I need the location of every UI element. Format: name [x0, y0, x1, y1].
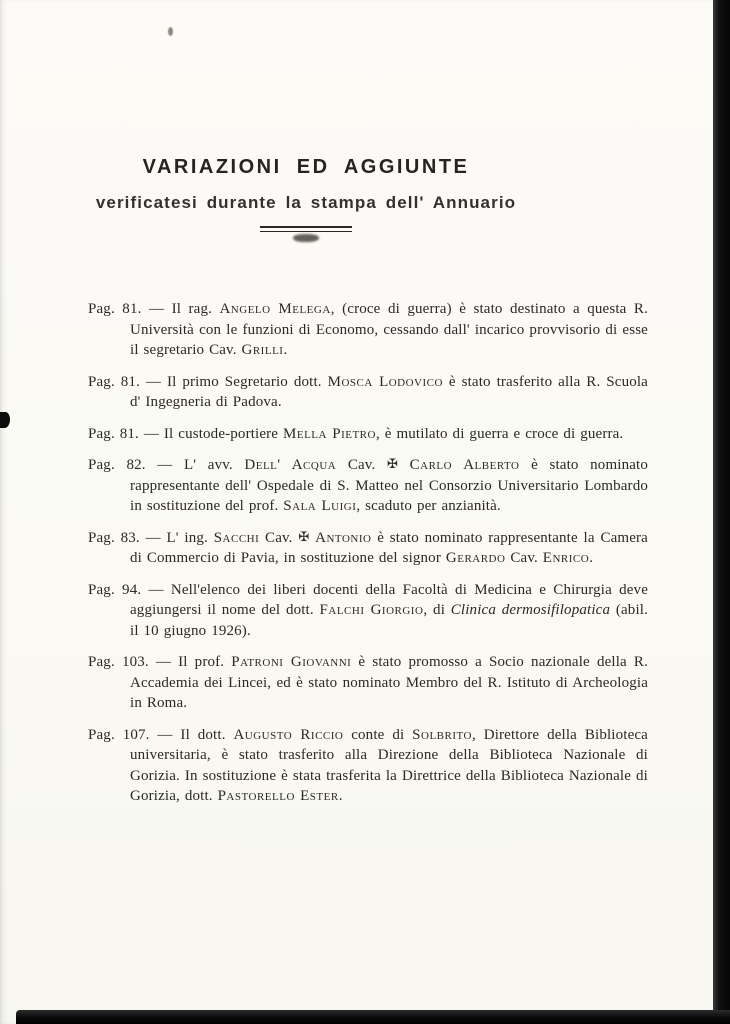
text-segment: Carlo Alberto: [409, 457, 520, 473]
text-segment: , scaduto per anzianità.: [356, 498, 501, 514]
text-segment: Pag. 82. — L' avv.: [88, 457, 245, 473]
divider-rule: [260, 226, 352, 232]
text-segment: Mella Pietro: [283, 425, 376, 442]
scan-artifact-top-speck: [168, 27, 173, 36]
page-title: VARIAZIONI ED AGGIUNTE: [142, 156, 470, 178]
text-segment: Antonio: [315, 529, 372, 546]
text-segment: Gerardo: [445, 550, 506, 566]
page-subtitle: verificatesi durante la stampa dell' Annuario: [95, 193, 517, 212]
text-segment: .: [283, 342, 288, 358]
scan-artifact-right-bar: [713, 0, 730, 1024]
text-segment: , (croce di guerra) è stato destinato a questa R. Università con le funzioni di Economo, cessando dall' incarico provvisorio di esse il segretario Cav.: [130, 301, 648, 358]
text-segment: Cav.: [336, 457, 387, 473]
text-segment: Pag. 83. — L' ing.: [88, 529, 214, 546]
entry: [88, 299, 648, 361]
text-segment: Augusto Riccio: [233, 726, 344, 743]
text-segment: è stato trasferito alla R. Scuola d' Ingegneria di Padova.: [130, 373, 648, 410]
entry: [88, 528, 648, 569]
text-segment: Falchi Giorgio: [319, 602, 424, 618]
text-segment: Cav.: [505, 550, 543, 566]
text-segment: Sala Luigi: [283, 498, 357, 514]
text-segment: Sacchi: [213, 529, 260, 546]
text-segment: è stato nominato rappresentante la Camera di Commercio di Pavia, in sostituzione del signor: [130, 529, 648, 566]
text-segment: Clinica dermosifilopatica: [450, 602, 611, 618]
entry: [88, 580, 648, 642]
entry: [88, 652, 648, 714]
text-segment: Pag. 81. — Il rag.: [88, 301, 220, 317]
entries: [88, 299, 648, 818]
divider-ornament: [293, 234, 319, 242]
text-segment: .: [338, 788, 343, 804]
text-segment: conte di: [343, 726, 413, 743]
text-segment: è stato nominato rappresentante dell' Ospedale di S. Matteo nel Consorzio Universitario Lombardo in sostituzione del prof.: [130, 457, 649, 514]
text-segment: Pastorello Ester: [217, 788, 339, 804]
entry: [88, 725, 648, 807]
text-segment: , Direttore della Biblioteca universitaria, è stato trasferito alla Direzione della Biblioteca Nazionale di Gorizia. In sostituzione è stata trasferita la Direttrice della Biblioteca Nazionale di Gorizia, dott.: [130, 726, 648, 804]
text-segment: [398, 457, 410, 473]
entry: [88, 372, 648, 413]
text-segment: Pag. 81. — Il primo Segretario dott.: [88, 373, 328, 390]
text-segment: Enrico: [542, 550, 590, 566]
text-segment: Pag. 81. — Il custode-portiere: [88, 425, 284, 442]
entry: [88, 455, 648, 517]
text-segment: Cav.: [259, 529, 299, 546]
text-segment: Dell' Acqua: [244, 457, 337, 473]
text-segment: (abil. il 10 giugno 1926).: [130, 602, 648, 639]
entry: [88, 424, 648, 445]
text-segment: Patroni Giovanni: [231, 654, 352, 670]
text-segment: ✠: [386, 456, 399, 471]
text-segment: Pag. 103. — Il prof.: [88, 654, 232, 670]
text-segment: Pag. 107. — Il dott.: [88, 726, 234, 743]
text-segment: Angelo Melega: [219, 301, 331, 317]
text-segment: Mosca Lodovico: [327, 373, 443, 390]
text-segment: , è mutilato di guerra e croce di guerra.: [375, 425, 624, 442]
text-segment: è stato promosso a Socio nazionale della R. Accademia dei Lincei, ed è stato nominato Membro del R. Istituto di Archeologia in Roma.: [130, 654, 648, 711]
text-segment: ✠: [298, 528, 310, 544]
scan-artifact-left-speck: [0, 412, 10, 428]
text-segment: , di: [423, 602, 451, 618]
text-segment: Grilli: [241, 342, 284, 358]
text-segment: .: [589, 550, 594, 566]
page-header: [0, 156, 612, 242]
text-segment: Pag. 94. — Nell'elenco dei liberi docenti della Facoltà di Medicina e Chirurgia deve aggiungersi il nome del dott.: [88, 581, 648, 618]
scan-artifact-bottom-bar: [16, 1010, 730, 1024]
text-segment: Solbrito: [412, 726, 472, 743]
